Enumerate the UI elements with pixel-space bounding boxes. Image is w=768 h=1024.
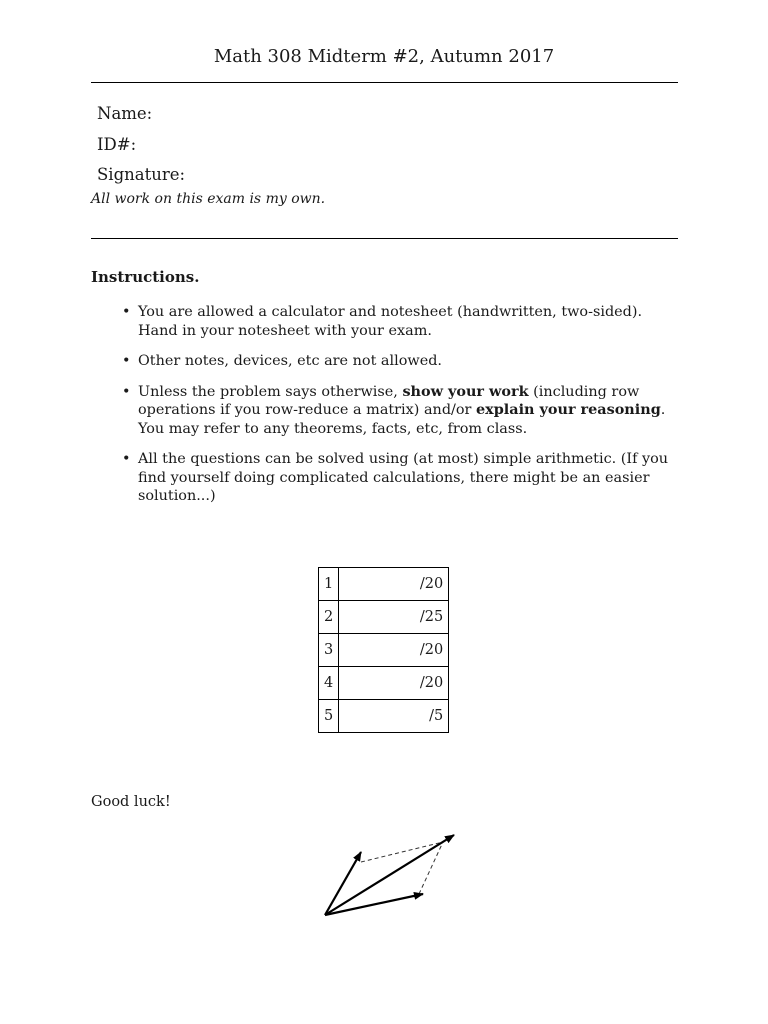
- instruction-text: You are allowed a calculator and notesheet (handwritten, two-sided). Hand in your notesheet with your exam.: [138, 304, 643, 339]
- problem-number: 3: [319, 634, 339, 667]
- score-table: [318, 567, 449, 733]
- instruction-emphasis: show your work: [402, 382, 529, 400]
- problem-number: 2: [319, 601, 339, 634]
- bullet-marker: •: [122, 451, 131, 467]
- id-label: ID#:: [97, 135, 137, 154]
- score-row: [319, 568, 449, 601]
- good-luck-text: Good luck!: [91, 794, 171, 810]
- middle-divider: [91, 238, 678, 239]
- instruction-text: Unless the problem says otherwise,: [138, 383, 403, 400]
- instruction-item: [91, 303, 681, 340]
- problem-number: 1: [319, 568, 339, 601]
- vector-arrow-lower: [325, 894, 423, 915]
- problem-points: /25: [339, 601, 449, 634]
- vector-parallelogram-figure: [310, 825, 470, 930]
- score-row: [319, 700, 449, 733]
- name-label: Name:: [97, 104, 153, 123]
- problem-number: 4: [319, 667, 339, 700]
- instruction-item: [91, 450, 681, 506]
- score-row: [319, 601, 449, 634]
- instruction-item: [91, 352, 681, 371]
- score-row: [319, 667, 449, 700]
- problem-points: /20: [339, 634, 449, 667]
- instruction-text: (including row operations if you row-reduce a matrix) and/or: [138, 383, 640, 418]
- problem-points: /20: [339, 568, 449, 601]
- vector-arrow-upper: [325, 852, 361, 915]
- instruction-text: . You may refer to any theorems, facts, etc, from class.: [138, 402, 666, 437]
- vector-arrow-sum: [325, 835, 454, 915]
- honor-pledge: All work on this exam is my own.: [91, 191, 326, 207]
- score-row: [319, 634, 449, 667]
- instruction-emphasis: explain your reasoning: [476, 401, 661, 418]
- bullet-marker: •: [122, 304, 131, 320]
- problem-points: /5: [339, 700, 449, 733]
- top-divider: [91, 82, 678, 83]
- problem-points: /20: [339, 667, 449, 700]
- instructions-heading: Instructions.: [91, 268, 200, 286]
- problem-number: 5: [319, 700, 339, 733]
- instruction-text: All the questions can be solved using (at most) simple arithmetic. (If you find yourself doing complicated calculations, there might be an easier solution...): [138, 451, 669, 504]
- instructions-list: [91, 303, 681, 518]
- instruction-item: [91, 383, 681, 439]
- dashed-top-edge: [361, 842, 443, 862]
- instruction-text: Other notes, devices, etc are not allowed.: [138, 353, 442, 369]
- exam-title: Math 308 Midterm #2, Autumn 2017: [213, 46, 555, 67]
- bullet-marker: •: [122, 353, 131, 369]
- bullet-marker: •: [122, 383, 131, 400]
- signature-label: Signature:: [97, 165, 186, 184]
